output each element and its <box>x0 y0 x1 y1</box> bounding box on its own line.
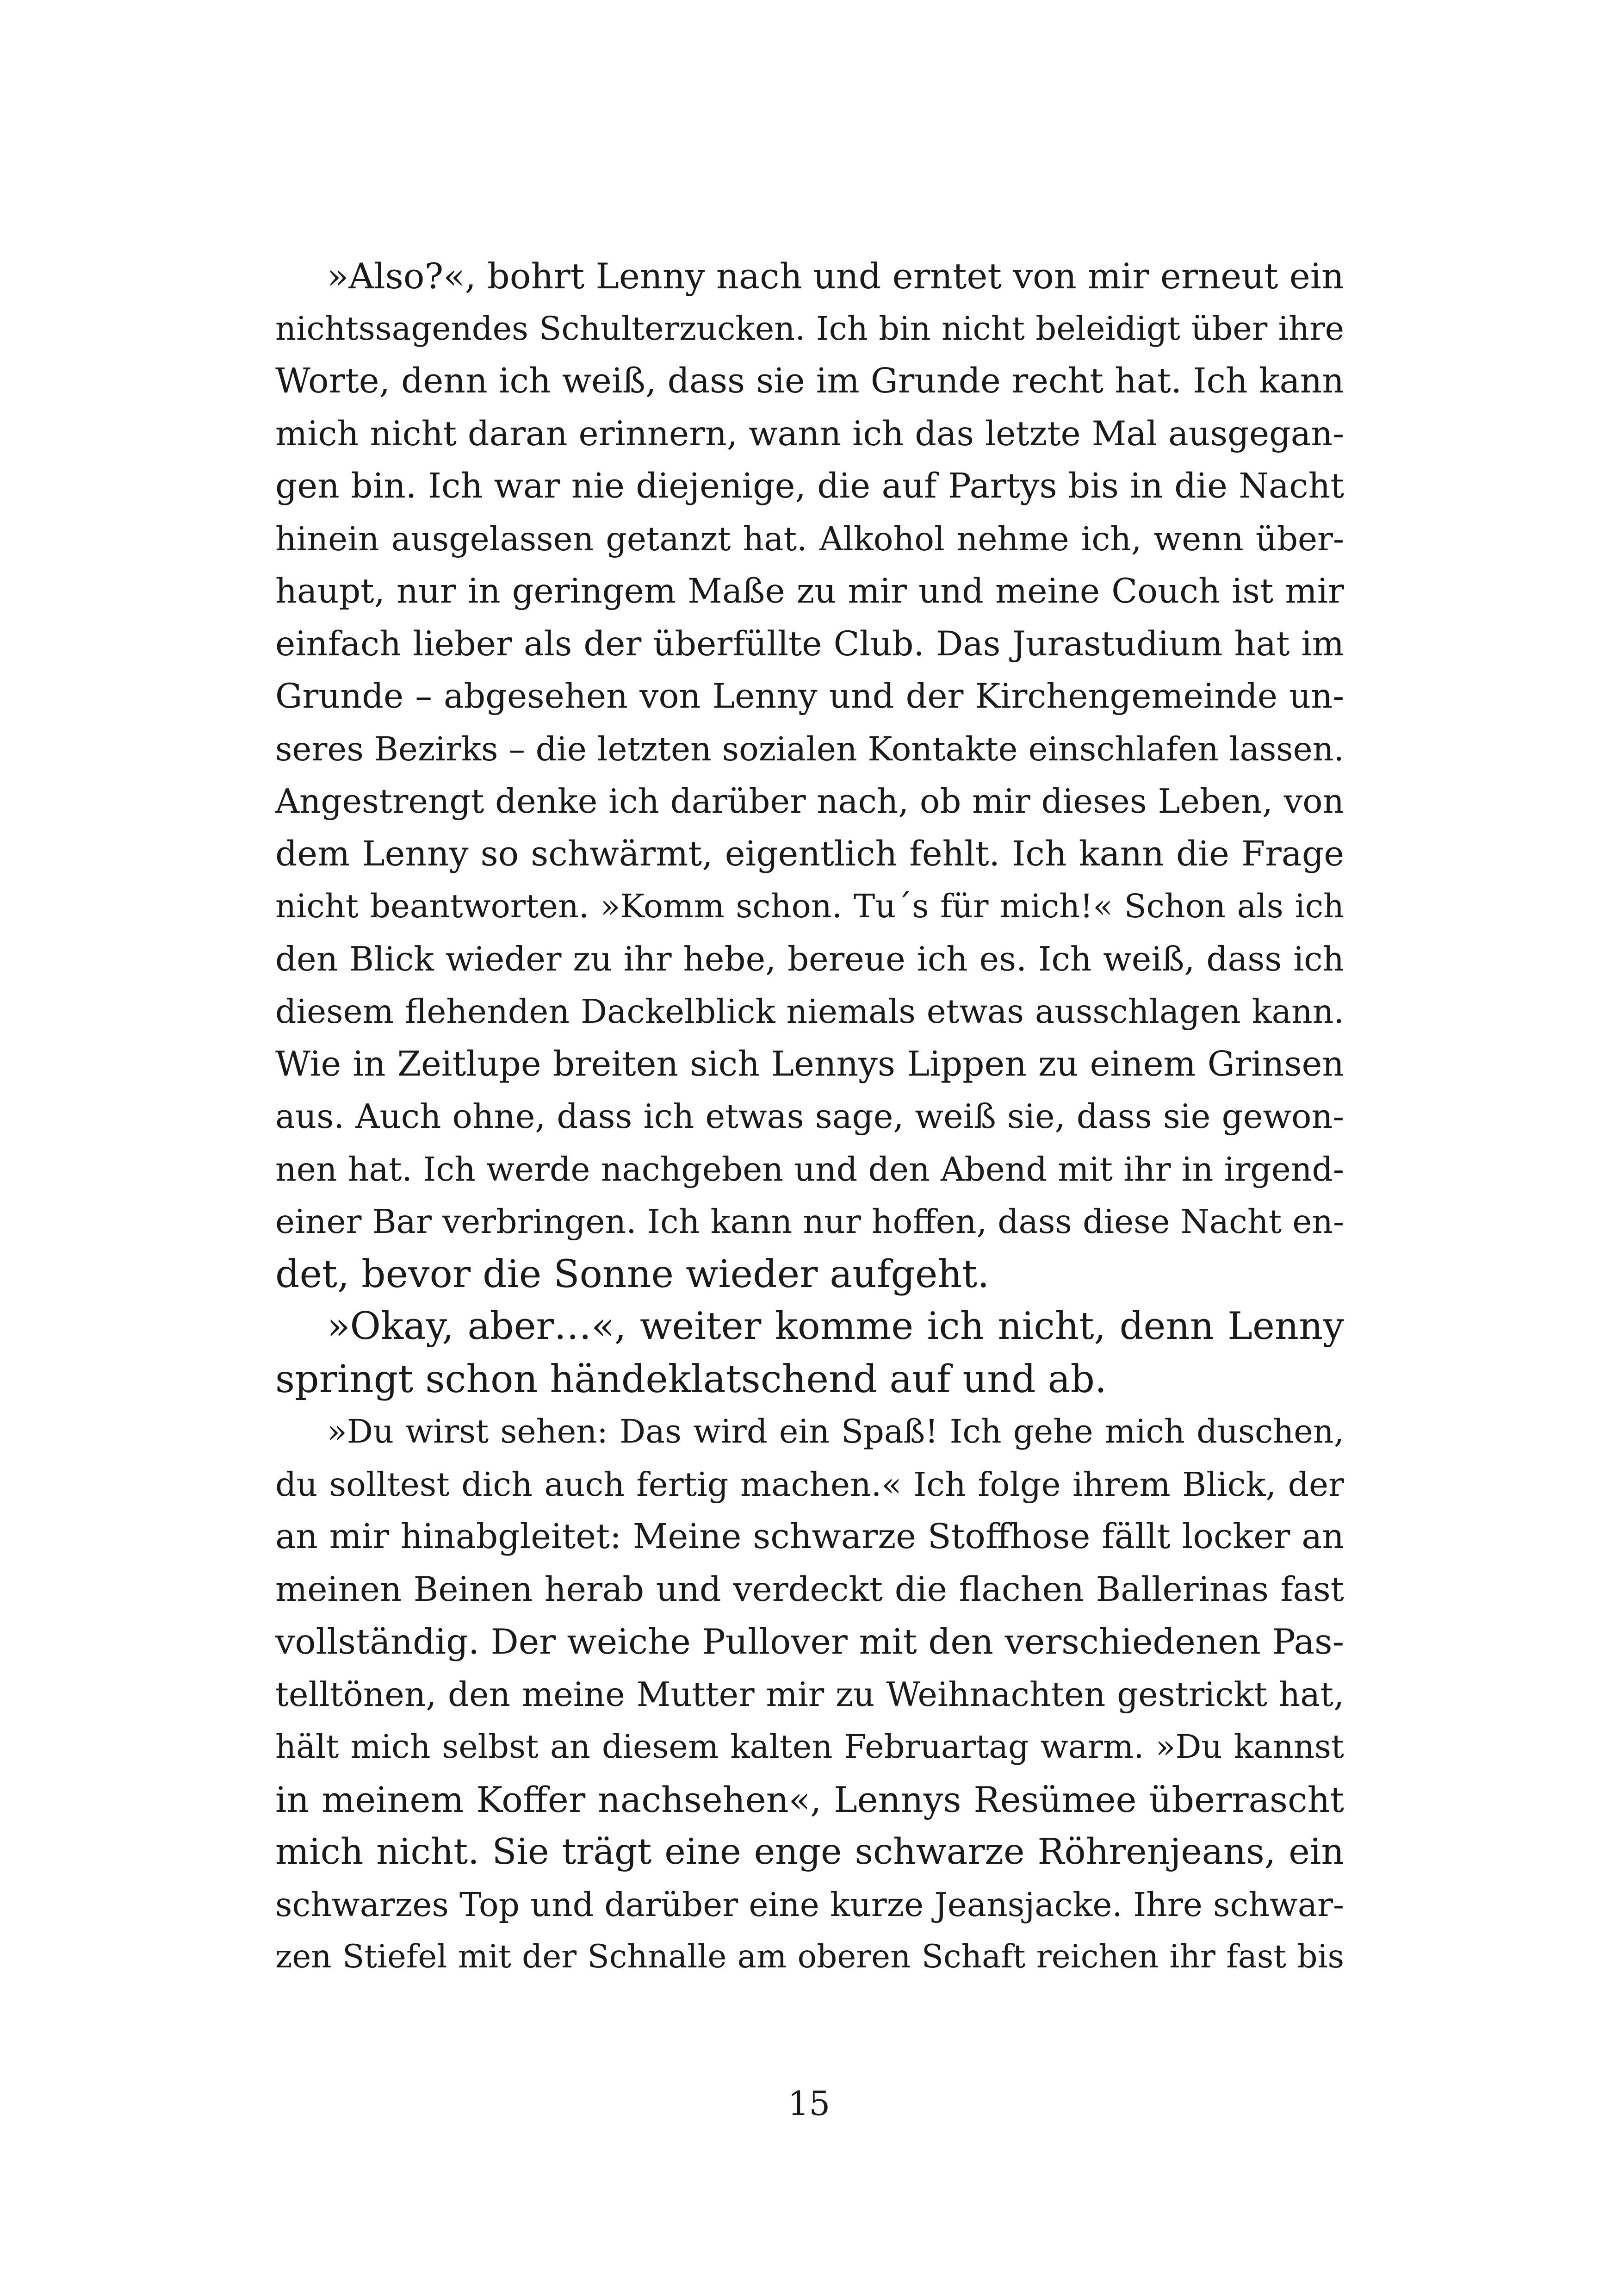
text-line: aus. Auch ohne, dass ich etwas sage, weiß sie, dass sie gewon- <box>275 1097 1344 1136</box>
text-line: zen Stiefel mit der Schnalle am oberen Schaft reichen ihr fast bis <box>275 1938 1344 1975</box>
page-number: 15 <box>787 2084 831 2123</box>
text-line: nicht beantworten. »Komm schon. Tu´s für mich!« Schon als ich <box>275 887 1344 925</box>
text-line: Wie in Zeitlupe breiten sich Lennys Lippen zu einem Grinsen <box>275 1044 1344 1084</box>
text-line: Angestrengt denke ich darüber nach, ob mir dieses Leben, von <box>275 782 1344 821</box>
text-line: meinen Beinen herab und verdeckt die flachen Ballerinas fast <box>275 1569 1344 1609</box>
text-line: springt schon händeklatschend auf und ab. <box>275 1357 1107 1401</box>
text-line: hinein ausgelassen getanzt hat. Alkohol nehme ich, wenn über- <box>275 519 1344 558</box>
text-line: den Blick wieder zu ihr hebe, bereue ich es. Ich weiß, dass ich <box>275 939 1344 978</box>
text-line: gen bin. Ich war nie diejenige, die auf Partys bis in die Nacht <box>275 466 1344 506</box>
text-line: nichtssagendes Schulterzucken. Ich bin nicht beleidigt über ihre <box>275 309 1344 348</box>
text-line: Worte, denn ich weiß, dass sie im Grunde recht hat. Ich kann <box>275 361 1344 401</box>
text-line: einer Bar verbringen. Ich kann nur hoffen, dass diese Nacht en- <box>275 1202 1344 1241</box>
text-line: »Okay, aber…«, weiter komme ich nicht, denn Lenny <box>327 1305 1344 1348</box>
text-line: haupt, nur in geringem Maße zu mir und meine Couch ist mir <box>275 572 1344 611</box>
text-line: »Du wirst sehen: Das wird ein Spaß! Ich gehe mich duschen, <box>327 1412 1344 1450</box>
text-line: diesem flehenden Dackelblick niemals etwas ausschlagen kann. <box>275 992 1344 1031</box>
text-line: seres Bezirks – die letzten sozialen Kontakte einschlafen lassen. <box>275 729 1344 768</box>
text-line: an mir hinabgleitet: Meine schwarze Stoffhose fällt locker an <box>275 1517 1344 1556</box>
text-line: vollständig. Der weiche Pullover mit den verschiedenen Pas- <box>275 1621 1344 1662</box>
text-line: telltönen, den meine Mutter mir zu Weihnachten gestrickt hat, <box>275 1674 1344 1714</box>
text-line: mich nicht. Sie trägt eine enge schwarze Röhrenjeans, ein <box>275 1831 1344 1873</box>
text-line: det, bevor die Sonne wieder aufgeht. <box>275 1252 990 1296</box>
text-line: nen hat. Ich werde nachgeben und den Abend mit ihr in irgend- <box>275 1150 1344 1188</box>
text-line: hält mich selbst an diesem kalten Februartag warm. »Du kannst <box>275 1728 1344 1766</box>
text-line: einfach lieber als der überfüllte Club. Das Jurastudium hat im <box>275 624 1344 664</box>
text-line: dem Lenny so schwärmt, eigentlich fehlt. Ich kann die Frage <box>275 834 1344 874</box>
text-line: »Also?«, bohrt Lenny nach und erntet von mir erneut ein <box>327 255 1344 297</box>
body-text <box>275 250 1344 1984</box>
text-line: Grunde – abgesehen von Lenny und der Kirchengemeinde un- <box>275 677 1344 716</box>
text-line: du solltest dich auch fertig machen.« Ich folge ihrem Blick, der <box>275 1465 1344 1504</box>
text-line: schwarzes Top und darüber eine kurze Jeansjacke. Ihre schwar- <box>275 1885 1344 1924</box>
text-line: mich nicht daran erinnern, wann ich das letzte Mal ausgegan- <box>275 414 1344 454</box>
text-line: in meinem Koffer nachsehen«, Lennys Resümee überrascht <box>275 1779 1344 1820</box>
